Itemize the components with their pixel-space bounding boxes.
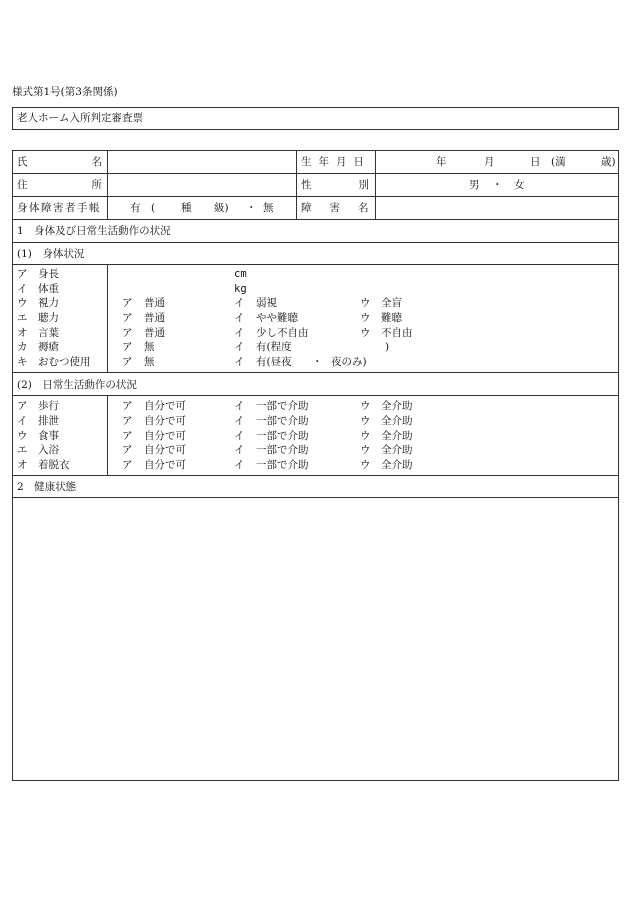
row-label: 食事 bbox=[38, 430, 59, 442]
divider bbox=[12, 196, 619, 197]
option-a-key: ア bbox=[122, 341, 133, 353]
paren-close: ) bbox=[385, 341, 390, 353]
row-label: 歩行 bbox=[38, 400, 59, 412]
option-c-key: ウ bbox=[360, 459, 371, 471]
option-b: 少し不自由 bbox=[256, 327, 309, 339]
divider bbox=[107, 395, 108, 475]
row-label: 聴力 bbox=[38, 312, 59, 324]
divider bbox=[12, 395, 619, 396]
option-a: 自分で可 bbox=[144, 430, 186, 442]
option-c-key: ウ bbox=[360, 297, 371, 309]
row-key: キ bbox=[17, 356, 28, 368]
divider bbox=[12, 264, 619, 265]
option-b: 一部で介助 bbox=[256, 444, 309, 456]
row-key: ウ bbox=[17, 297, 28, 309]
health-status-area[interactable] bbox=[13, 498, 618, 780]
option-c: 全介助 bbox=[381, 459, 413, 471]
option-c: 全盲 bbox=[381, 297, 402, 309]
handbook-no: 無 bbox=[263, 202, 274, 214]
option-c: 難聴 bbox=[381, 312, 402, 324]
option-a: 普通 bbox=[144, 297, 165, 309]
handbook-label: 身体障害者手帳 bbox=[17, 202, 101, 214]
row-key: イ bbox=[17, 415, 28, 427]
option-a: 普通 bbox=[144, 327, 165, 339]
option-c-key: ウ bbox=[360, 444, 371, 456]
address-label: 住所 bbox=[17, 179, 166, 191]
option-a: 無 bbox=[144, 341, 155, 353]
birth-month: 月 bbox=[484, 156, 495, 168]
option-a-key: ア bbox=[122, 444, 133, 456]
option-b: 一部で介助 bbox=[256, 415, 309, 427]
option-b: 一部で介助 bbox=[256, 459, 309, 471]
handbook-open: ( bbox=[151, 202, 156, 214]
option-b: 有(程度 bbox=[256, 341, 292, 353]
handbook-grade: 種 bbox=[181, 202, 192, 214]
sub1-title: (1) 身体状況 bbox=[17, 248, 85, 260]
option-a-key: ア bbox=[122, 327, 133, 339]
option-a-key: ア bbox=[122, 356, 133, 368]
option-c: 全介助 bbox=[381, 444, 413, 456]
option-b: 有(昼夜 bbox=[256, 356, 292, 368]
age-open: (満 bbox=[551, 156, 566, 168]
row-label: 入浴 bbox=[38, 444, 59, 456]
option-a-key: ア bbox=[122, 430, 133, 442]
divider bbox=[12, 475, 619, 476]
sex-label: 性別 bbox=[301, 179, 416, 191]
option-a-key: ア bbox=[122, 400, 133, 412]
option-c-key: ウ bbox=[360, 430, 371, 442]
row-label: 排泄 bbox=[38, 415, 59, 427]
form-title: 老人ホーム入所判定審査票 bbox=[17, 112, 143, 124]
option-b: 弱視 bbox=[256, 297, 277, 309]
option-a: 自分で可 bbox=[144, 459, 186, 471]
option-c-key: ウ bbox=[360, 400, 371, 412]
option-b-key: イ bbox=[234, 341, 245, 353]
row-label: 視力 bbox=[38, 297, 59, 309]
row-key: ウ bbox=[17, 430, 28, 442]
divider bbox=[12, 219, 619, 220]
row-key: オ bbox=[17, 459, 28, 471]
option-c-key: ウ bbox=[360, 415, 371, 427]
section2-title: 2 健康状態 bbox=[17, 481, 77, 493]
dot: ・ bbox=[312, 356, 323, 368]
option-a-key: ア bbox=[122, 312, 133, 324]
option-b: 一部で介助 bbox=[256, 430, 309, 442]
row-key: カ bbox=[17, 341, 28, 353]
option-a: 自分で可 bbox=[144, 444, 186, 456]
birth-date-label: 生年月日 bbox=[301, 156, 371, 168]
sex-male: 男 bbox=[469, 179, 480, 191]
weight-key: イ bbox=[17, 283, 28, 295]
birth-year: 年 bbox=[436, 156, 447, 168]
option-a: 無 bbox=[144, 356, 155, 368]
height-unit: cm bbox=[234, 268, 247, 280]
handbook-dot: ・ bbox=[246, 202, 257, 214]
option-b: 一部で介助 bbox=[256, 400, 309, 412]
option-c: 不自由 bbox=[381, 327, 413, 339]
option-a-key: ア bbox=[122, 415, 133, 427]
handbook-level: 級) bbox=[214, 202, 229, 214]
row-key: オ bbox=[17, 327, 28, 339]
option-c: 全介助 bbox=[381, 400, 413, 412]
option-night: 夜のみ) bbox=[331, 356, 367, 368]
option-a-key: ア bbox=[122, 459, 133, 471]
row-label: 言葉 bbox=[38, 327, 59, 339]
option-b-key: イ bbox=[234, 444, 245, 456]
option-b-key: イ bbox=[234, 459, 245, 471]
option-a: 自分で可 bbox=[144, 415, 186, 427]
row-label: おむつ使用 bbox=[38, 356, 91, 368]
option-a: 普通 bbox=[144, 312, 165, 324]
option-b-key: イ bbox=[234, 327, 245, 339]
option-a-key: ア bbox=[122, 297, 133, 309]
divider bbox=[107, 264, 108, 372]
option-b-key: イ bbox=[234, 297, 245, 309]
handbook-yes: 有 bbox=[130, 202, 141, 214]
option-a: 自分で可 bbox=[144, 400, 186, 412]
height-label: 身長 bbox=[38, 268, 59, 280]
disability-label: 障害名 bbox=[301, 202, 387, 214]
option-c-key: ウ bbox=[360, 312, 371, 324]
option-b-key: イ bbox=[234, 415, 245, 427]
weight-label: 体重 bbox=[38, 283, 59, 295]
weight-unit: kg bbox=[234, 283, 247, 295]
form-number: 様式第1号(第3条関係) bbox=[12, 86, 118, 98]
option-b-key: イ bbox=[234, 400, 245, 412]
divider bbox=[296, 150, 297, 219]
option-b-key: イ bbox=[234, 356, 245, 368]
divider bbox=[12, 173, 619, 174]
sub2-title: (2) 日常生活動作の状況 bbox=[17, 379, 137, 391]
sex-dot: ・ bbox=[492, 179, 503, 191]
name-label: 氏名 bbox=[17, 156, 166, 168]
option-b-key: イ bbox=[234, 430, 245, 442]
sex-female: 女 bbox=[514, 179, 525, 191]
row-key: エ bbox=[17, 444, 28, 456]
option-b-key: イ bbox=[234, 312, 245, 324]
divider bbox=[12, 372, 619, 373]
option-b: やや難聴 bbox=[256, 312, 298, 324]
row-key: エ bbox=[17, 312, 28, 324]
option-c: 全介助 bbox=[381, 415, 413, 427]
height-key: ア bbox=[17, 268, 28, 280]
age-close: 歳) bbox=[601, 156, 616, 168]
option-c-key: ウ bbox=[360, 327, 371, 339]
row-label: 着脱衣 bbox=[38, 459, 70, 471]
row-key: ア bbox=[17, 400, 28, 412]
option-c: 全介助 bbox=[381, 430, 413, 442]
section1-title: 1 身体及び日常生活動作の状況 bbox=[17, 225, 171, 237]
birth-day: 日 bbox=[530, 156, 541, 168]
row-label: 褥瘡 bbox=[38, 341, 59, 353]
divider bbox=[12, 242, 619, 243]
